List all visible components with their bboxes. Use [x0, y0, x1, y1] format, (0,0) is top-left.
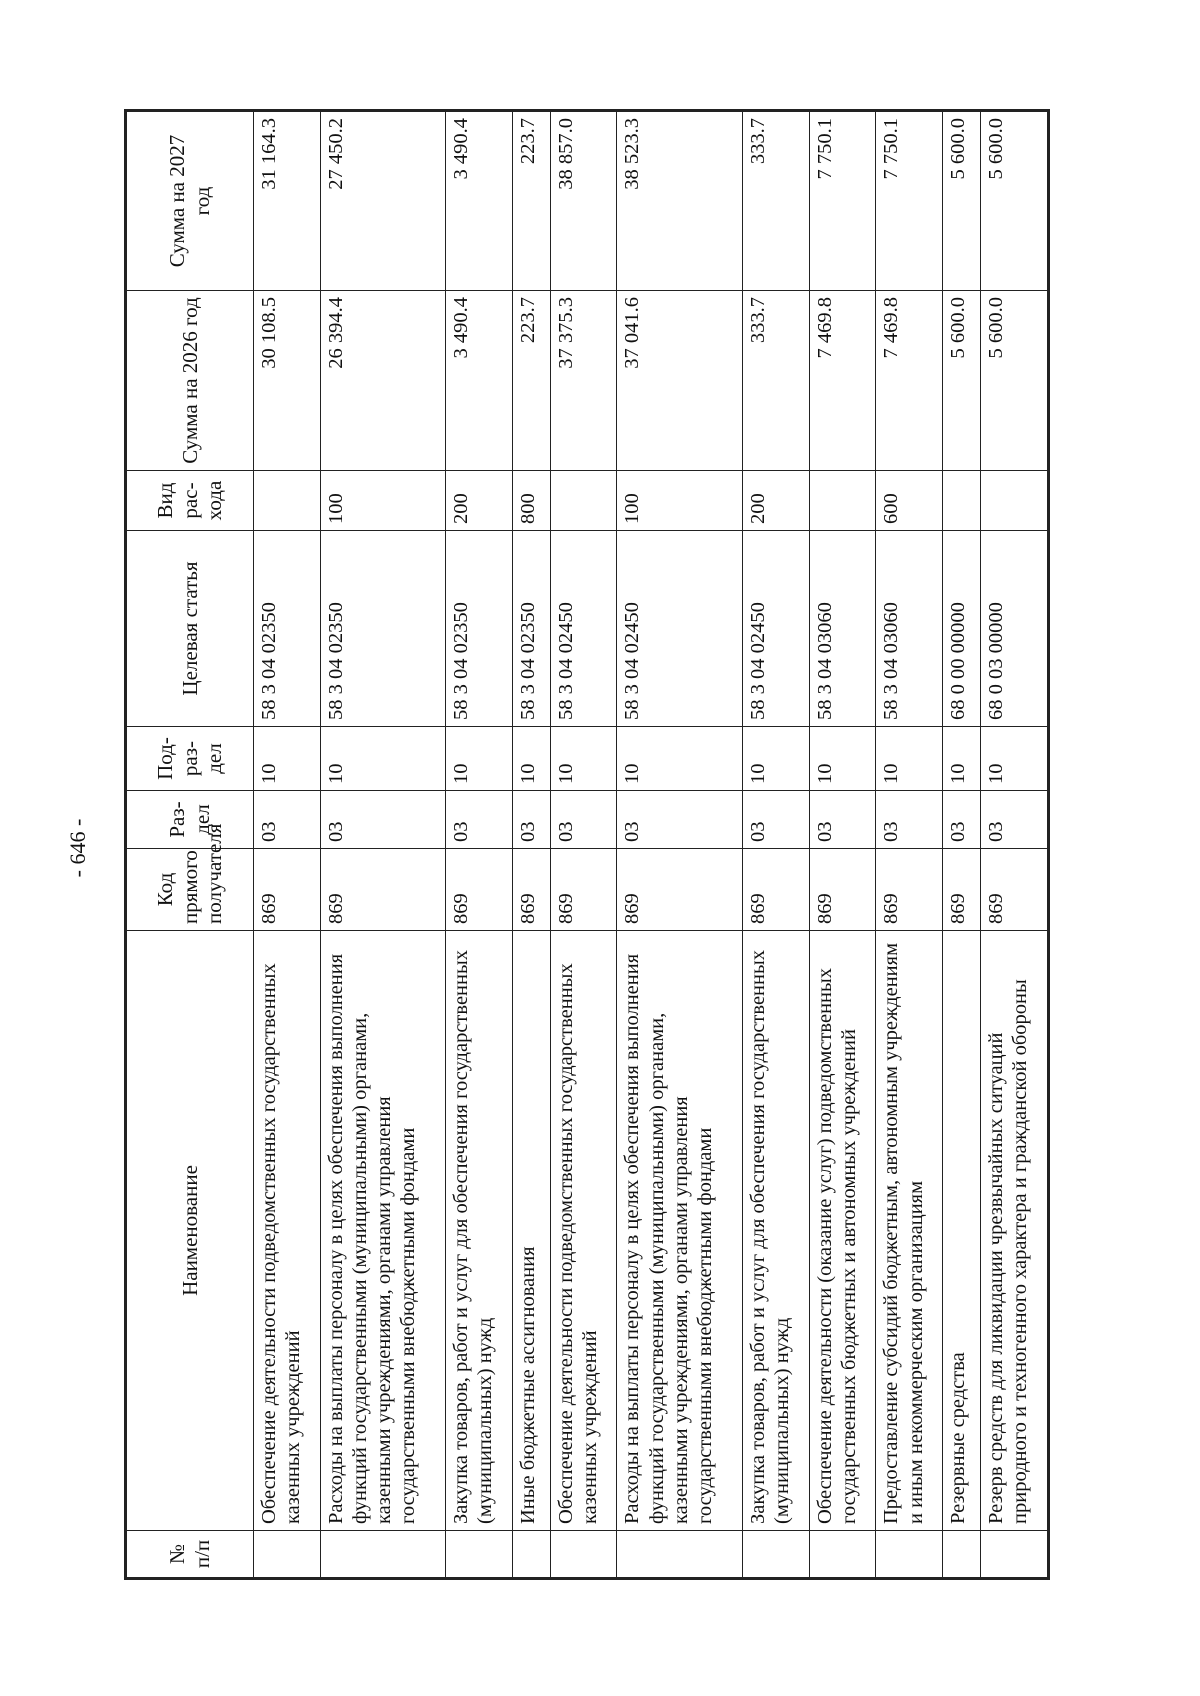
table-row [512, 111, 550, 1579]
cell-sum-2027: 5 600.0 [943, 111, 981, 291]
cell-vid [980, 471, 1048, 531]
cell-no [320, 1531, 445, 1579]
cell-recipient: 869 [512, 849, 550, 931]
cell-celevaya: 58 3 04 02350 [512, 531, 550, 727]
cell-razdel: 03 [876, 791, 943, 849]
cell-name: Обеспечение деятельности подведомственных государственных казенных учреждений [254, 931, 321, 1531]
cell-recipient: 869 [742, 849, 809, 931]
header-recipient: Код прямого получателя [126, 849, 254, 931]
cell-no [809, 1531, 876, 1579]
cell-podrazdel: 10 [512, 727, 550, 791]
cell-podrazdel: 10 [943, 727, 981, 791]
table-row [809, 111, 876, 1579]
cell-recipient: 869 [617, 849, 742, 931]
cell-celevaya: 58 3 04 02450 [617, 531, 742, 727]
cell-razdel: 03 [943, 791, 981, 849]
cell-name: Иные бюджетные ассигнования [512, 931, 550, 1531]
cell-sum-2027: 27 450.2 [320, 111, 445, 291]
table-body [254, 111, 1049, 1579]
cell-razdel: 03 [446, 791, 513, 849]
cell-recipient: 869 [809, 849, 876, 931]
cell-celevaya: 68 0 00 00000 [943, 531, 981, 727]
cell-vid: 200 [446, 471, 513, 531]
cell-celevaya: 58 3 04 02450 [550, 531, 617, 727]
cell-celevaya: 58 3 04 03060 [876, 531, 943, 727]
cell-celevaya: 58 3 04 02350 [254, 531, 321, 727]
cell-podrazdel: 10 [617, 727, 742, 791]
cell-razdel: 03 [617, 791, 742, 849]
cell-podrazdel: 10 [742, 727, 809, 791]
cell-no [742, 1531, 809, 1579]
cell-no [876, 1531, 943, 1579]
cell-sum-2026: 223.7 [512, 291, 550, 471]
table-row [446, 111, 513, 1579]
cell-name: Закупка товаров, работ и услуг для обеспечения государственных (муниципальных) нужд [742, 931, 809, 1531]
table-row [320, 111, 445, 1579]
cell-celevaya: 58 3 04 02350 [320, 531, 445, 727]
cell-recipient: 869 [550, 849, 617, 931]
cell-razdel: 03 [254, 791, 321, 849]
cell-name: Предоставление субсидий бюджетным, автономным учреждениям и иным некоммерческим организациям [876, 931, 943, 1531]
cell-recipient: 869 [446, 849, 513, 931]
table-row [254, 111, 321, 1579]
cell-sum-2027: 38 857.0 [550, 111, 617, 291]
cell-razdel: 03 [320, 791, 445, 849]
cell-razdel: 03 [809, 791, 876, 849]
cell-sum-2026: 5 600.0 [980, 291, 1048, 471]
page-number: - 646 - [65, 818, 90, 878]
header-celevaya: Целевая статья [126, 531, 254, 727]
cell-no [980, 1531, 1048, 1579]
cell-vid: 600 [876, 471, 943, 531]
cell-recipient: 869 [943, 849, 981, 931]
cell-sum-2026: 333.7 [742, 291, 809, 471]
cell-name: Обеспечение деятельности подведомственных государственных казенных учреждений [550, 931, 617, 1531]
header-vid: Вид рас-хода [126, 471, 254, 531]
header-podrazdel: Под-раз-дел [126, 727, 254, 791]
budget-table-sheet [124, 112, 1050, 1580]
header-razdel: Раз-дел [126, 791, 254, 849]
cell-vid [550, 471, 617, 531]
cell-no [617, 1531, 742, 1579]
cell-podrazdel: 10 [809, 727, 876, 791]
cell-celevaya: 68 0 03 00000 [980, 531, 1048, 727]
cell-no [254, 1531, 321, 1579]
cell-recipient: 869 [254, 849, 321, 931]
budget-table [124, 109, 1050, 1580]
table-row [943, 111, 981, 1579]
header-sum-2027: Сумма на 2027 год [126, 111, 254, 291]
cell-razdel: 03 [512, 791, 550, 849]
cell-sum-2026: 5 600.0 [943, 291, 981, 471]
cell-sum-2026: 26 394.4 [320, 291, 445, 471]
cell-sum-2026: 30 108.5 [254, 291, 321, 471]
table-row [742, 111, 809, 1579]
cell-celevaya: 58 3 04 02450 [742, 531, 809, 727]
cell-no [446, 1531, 513, 1579]
cell-podrazdel: 10 [254, 727, 321, 791]
cell-name: Резервные средства [943, 931, 981, 1531]
cell-sum-2027: 333.7 [742, 111, 809, 291]
cell-vid: 800 [512, 471, 550, 531]
table-header-row [126, 111, 254, 1579]
cell-sum-2026: 37 375.3 [550, 291, 617, 471]
header-name: Наименование [126, 931, 254, 1531]
cell-recipient: 869 [876, 849, 943, 931]
cell-no [512, 1531, 550, 1579]
cell-name: Резерв средств для ликвидации чрезвычайных ситуаций природного и техногенного характера и гражданской обороны [980, 931, 1048, 1531]
cell-podrazdel: 10 [980, 727, 1048, 791]
cell-vid: 100 [320, 471, 445, 531]
cell-sum-2027: 7 750.1 [809, 111, 876, 291]
cell-no [943, 1531, 981, 1579]
cell-vid: 100 [617, 471, 742, 531]
cell-name: Расходы на выплаты персоналу в целях обеспечения выполнения функций государственными (муниципальными) органами, казенными учреждениями, органами управления государственными внебюджетными фондами [320, 931, 445, 1531]
cell-razdel: 03 [550, 791, 617, 849]
cell-name: Обеспечение деятельности (оказание услуг) подведомственных государственных бюджетных и автономных учреждений [809, 931, 876, 1531]
cell-sum-2026: 7 469.8 [876, 291, 943, 471]
cell-sum-2027: 7 750.1 [876, 111, 943, 291]
cell-sum-2026: 7 469.8 [809, 291, 876, 471]
cell-sum-2027: 38 523.3 [617, 111, 742, 291]
cell-sum-2027: 31 164.3 [254, 111, 321, 291]
cell-sum-2026: 37 041.6 [617, 291, 742, 471]
cell-sum-2027: 223.7 [512, 111, 550, 291]
cell-no [550, 1531, 617, 1579]
table-row [980, 111, 1048, 1579]
cell-celevaya: 58 3 04 02350 [446, 531, 513, 727]
table-row [550, 111, 617, 1579]
table-row [876, 111, 943, 1579]
header-no: № п/п [126, 1531, 254, 1579]
cell-celevaya: 58 3 04 03060 [809, 531, 876, 727]
cell-razdel: 03 [980, 791, 1048, 849]
cell-vid [809, 471, 876, 531]
cell-podrazdel: 10 [876, 727, 943, 791]
cell-sum-2026: 3 490.4 [446, 291, 513, 471]
cell-name: Расходы на выплаты персоналу в целях обеспечения выполнения функций государственными (муниципальными) органами, казенными учреждениями, органами управления государственными внебюджетными фондами [617, 931, 742, 1531]
cell-podrazdel: 10 [320, 727, 445, 791]
cell-sum-2027: 5 600.0 [980, 111, 1048, 291]
cell-vid: 200 [742, 471, 809, 531]
cell-sum-2027: 3 490.4 [446, 111, 513, 291]
cell-name: Закупка товаров, работ и услуг для обеспечения государственных (муниципальных) нужд [446, 931, 513, 1531]
cell-podrazdel: 10 [550, 727, 617, 791]
cell-vid [254, 471, 321, 531]
cell-recipient: 869 [320, 849, 445, 931]
header-sum-2026: Сумма на 2026 год [126, 291, 254, 471]
cell-vid [943, 471, 981, 531]
table-row [617, 111, 742, 1579]
cell-podrazdel: 10 [446, 727, 513, 791]
cell-recipient: 869 [980, 849, 1048, 931]
cell-razdel: 03 [742, 791, 809, 849]
